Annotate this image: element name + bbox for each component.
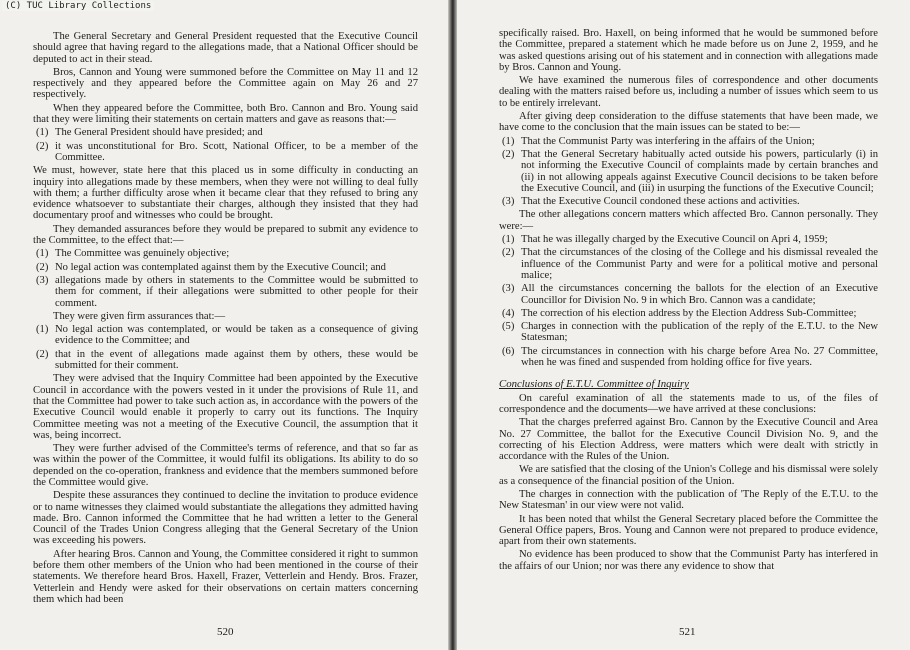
list-item: (1) The Committee was genuinely objective; [36,248,230,260]
book-gutter [448,0,457,650]
paragraph: Bros, Cannon and Young were summoned before the Committee on May 11 and 12 respectively and they appeared before the Committee again on May 26 and 27 respectively. [33,66,418,101]
paragraph: They demanded assurances before they would be prepared to submit any evidence to the Committee, to the effect that:— [33,223,418,247]
list-item: (5) Charges in connection with the publication of the reply of the E.T.U. to the New Statesman; [502,321,878,344]
paragraph: Despite these assurances they continued to decline the invitation to produce evidence or to name witnesses they claimed would substantiate the allegations they admitted having made. Bro. Cannon informed the Committee that he had written a letter to the General Council of the Trades Union Congress alleging that the General Secretary of the Union was exceeding his powers. [33,490,418,547]
paragraph: No evidence has been produced to show that the Communist Party has interfered in the affairs of our Union; nor was there any evidence to show that [499,549,878,572]
list-item: (1) That he was illegally charged by the Executive Council on Apri 4, 1959; [502,234,828,246]
paragraph: They were further advised of the Committee's terms of reference, and that so far as was within the power of the Committee, it would fulfil its obligations. Its ability to do so depended on the co-operation, frankness and evidence that the members summoned before the Committee would give. [33,443,418,488]
numbered-list [33,248,418,308]
list-item: (4) The correction of his election address by the Election Address Sub-Committee; [502,307,857,319]
page-number: 520 [217,626,234,638]
paragraph: The General Secretary and General President requested that the Executive Council should agree that having regard to the allegations made, that a National Officer should be deputed to act in their stead. [33,31,418,65]
paragraph: It has been noted that whilst the General Secretary placed before the Committee the General Office papers, Bros. Young and Cannon were not prepared to produce evidence, apart from their own statements. [499,513,878,548]
section-heading: Conclusions of E.T.U. Committee of Inquiry [499,378,689,391]
numbered-list [33,127,418,163]
paragraph: When they appeared before the Committee, both Bro. Cannon and Bro. Young said that they were limiting their statements on certain matters and gave as reasons that:— [33,102,418,126]
paragraph: We must, however, state here that this placed us in some difficulty in conducting an inquiry into allegations made by these members, when they were not willing to deal fully with them; a further difficulty arose when it became clear that they refused to bring any evidence whatsoever to substantiate their charges, although they insisted that they had documentary proof and witnesses who could be brought. [33,165,418,222]
list-item: (3) That the Executive Council condoned these actions and activities. [502,196,800,208]
list-item: (2) That the circumstances of the closing of the College and his dismissal revealed the influence of the Communist Party and were for a political motive and personal malice; [502,247,878,281]
list-item: (1) That the Communist Party was interfering in the affairs of the Union; [502,135,815,147]
list-item: (2) That the General Secretary habitually acted outside his powers, particularly (i) in not informing the Executive Council of complaints made by certain branches and (ii) in not allowing appeals against Executive Council decisions to be taken before the Executive Council, and (iii) in usurping the functions of the Executive Council; [502,148,878,194]
paragraph: On careful examination of all the statements made to us, of the files of correspondence and the documents—we have arrived at these conclusions: [499,392,878,415]
watermark: (C) TUC Library Collections [2,1,154,11]
list-item: (1) The General President should have presided; and [36,127,263,139]
list-item: (3) All the circumstances concerning the ballots for the election of an Executive Councillor for Division No. 9 in which Bro. Cannon was a candidate; [502,283,878,306]
numbered-list [499,136,878,208]
page-number: 521 [679,626,696,638]
paragraph: They were given firm assurances that:— [53,310,226,322]
right-page [457,0,910,650]
paragraph: The charges in connection with the publication of 'The Reply of the E.T.U. to the New Statesman' in our view were not valid. [499,488,878,512]
list-item: (2) No legal action was contemplated against them by the Executive Council; and [36,261,386,273]
list-item: (6) The circumstances in connection with his charge before Area No. 27 Committee, when he was fined and suspended from holding office for five years. [502,345,878,369]
list-item: (2) that in the event of allegations made against them by others, these would be submitted for their comment. [36,348,418,372]
paragraph: After hearing Bros. Cannon and Young, the Committee considered it right to summon before them other members of the Union who had been mentioned in the course of their statements. We therefore heard Bros. Haxell, Frazer, Vetterlein and Hendy. Bros. Frazer, Vetterlein and Hendy were asked for their observations on certain matters concerning them which had been [33,548,418,605]
paragraph: We are satisfied that the closing of the Union's College and his dismissal were solely as a consequence of the financial position of the Union. [499,464,878,487]
paragraph: They were advised that the Inquiry Committee had been appointed by the Executive Council in accordance with the powers vested in it under the provisions of Rule 11, and that the Committee had power to take such action as, in accordance with the powers of the Executive Council would enable it properly to carry out its functions. The Inquiry Committee meeting was not a meeting of the Executive Council, the assumption that it was, being incorrect. [33,373,418,441]
paragraph: We have examined the numerous files of correspondence and other documents dealing with the matters raised before us, including a number of issues which seem to us to be entirely irrelevant. [499,75,878,109]
numbered-list [499,234,878,368]
paragraph: The other allegations concern matters which affected Bro. Cannon personally. They were:— [499,209,878,232]
paragraph: After giving deep consideration to the diffuse statements that have been made, we have come to the conclusion that the main issues can be stated to be:— [499,111,878,134]
paragraph: specifically raised. Bro. Haxell, on being informed that he would be summoned before the Committee, prepared a statement which he made before us on June 2, 1959, and he was asked questions arising out of his statement and in connection with allegations made by Bros. Cannon and Young. [499,28,878,73]
numbered-list [33,324,418,371]
left-page [0,0,448,650]
list-item: (3) allegations made by others in statements to the Committee would be submitted to them for comment, if their allegations were submitted to other people for their comment. [36,274,418,309]
paragraph: That the charges preferred against Bro. Cannon by the Executive Council and Area No. 27 Committee, the ballot for the Executive Council Division No. 9, and the correcting of his Election Address, were matters which were dealt with strictly in accordance with the Rules of the Union. [499,417,878,463]
list-item: (1) No legal action was contemplated, or would be taken as a consequence of giving evidence to the Committee; and [36,324,418,347]
list-item: (2) it was unconstitutional for Bro. Scott, National Officer, to be a member of the Committee. [36,140,418,163]
